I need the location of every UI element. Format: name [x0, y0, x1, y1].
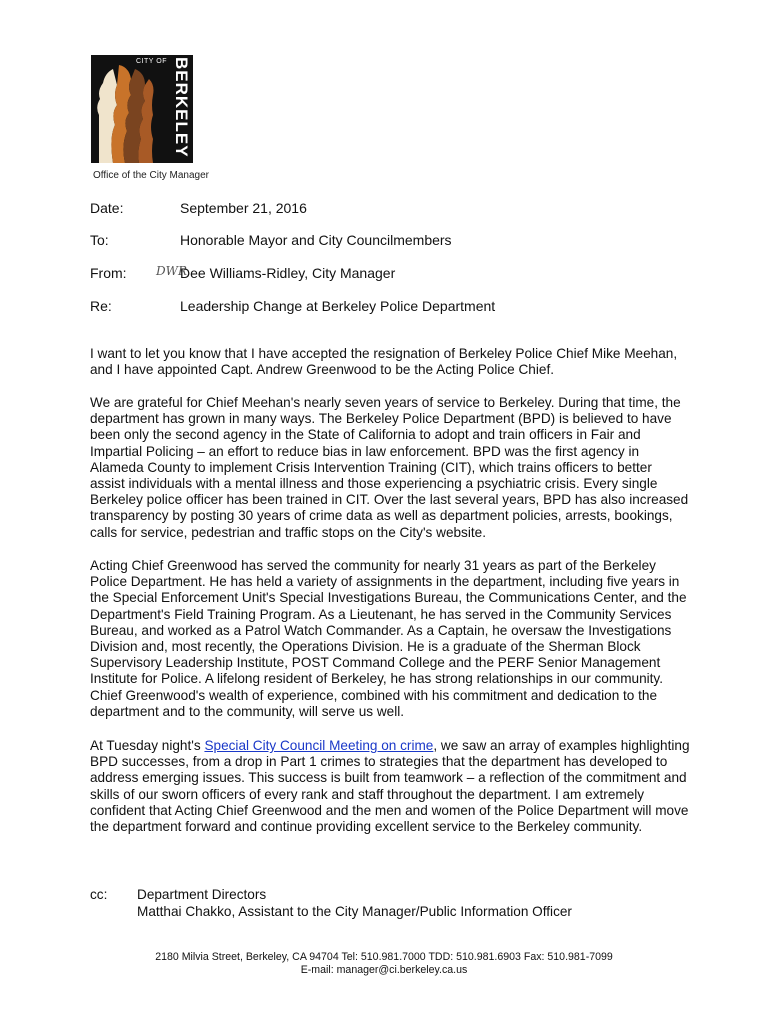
re-label: Re:	[90, 298, 112, 314]
paragraph-4-intro: At Tuesday night's	[90, 738, 205, 753]
city-of-berkeley-logo	[91, 55, 193, 163]
logo-city-of-text: CITY OF	[136, 58, 167, 65]
paragraph-4-rest: , we saw an array of examples highlighting BPD successes, from a drop in Part 1 crimes to strategies that the department has developed to address emerging issues. This success is built from teamwork – a reflection of the commitment and skills of our sworn officers of every rank and staff throughout the department. I am extremely confident that Acting Chief Greenwood and the men and women of the Police Department will move the department forward and continue providing excellent service to the Berkeley community.	[90, 738, 690, 835]
signature-initials: DWR	[156, 264, 187, 278]
cc-recipient: Department Directors	[137, 887, 267, 902]
date-label: Date:	[90, 200, 124, 216]
cc-list	[137, 887, 572, 920]
date-value: September 21, 2016	[180, 200, 307, 216]
to-value: Honorable Mayor and City Councilmembers	[180, 232, 452, 248]
cc-recipient: Matthai Chakko, Assistant to the City Manager/Public Information Officer	[137, 903, 572, 919]
to-label: To:	[90, 232, 109, 248]
footer-address: 2180 Milvia Street, Berkeley, CA 94704 Tel: 510.981.7000 TDD: 510.981.6903 Fax: 510.981-7099	[155, 951, 613, 963]
logo-berkeley-text: BERKELEY	[172, 57, 191, 158]
paragraph-4	[90, 738, 690, 835]
footer-email: E-mail: manager@ci.berkeley.ca.us	[300, 964, 468, 976]
cc-label: cc:	[90, 887, 108, 902]
council-meeting-link[interactable]: Special City Council Meeting on crime	[204, 738, 434, 753]
office-title: Office of the City Manager	[93, 170, 209, 181]
paragraph-3: Acting Chief Greenwood has served the community for nearly 31 years as part of the Berkeley Police Department. He has held a variety of assignments in the department, including five years in the Special Enforcement Unit's Special Investigations Bureau, the Communications Center, and the Department's Field Training Program. As a Lieutenant, he has served in the Community Services Bureau, and worked as a Patrol Watch Commander. As a Captain, he oversaw the Investigations Division and, most recently, the Operations Division. He is a graduate of the Sherman Block Supervisory Leadership Institute, POST Command College and the PERF Senior Management Institute for Police. A lifelong resident of Berkeley, he has strong relationships in our community. Chief Greenwood's wealth of experience, combined with his commitment and dedication to the department and to the community, will serve us well.	[90, 558, 687, 719]
paragraph-1: I want to let you know that I have accepted the resignation of Berkeley Police Chief Mike Meehan, and I have appointed Capt. Andrew Greenwood to be the Acting Police Chief.	[90, 346, 678, 378]
from-label: From:	[90, 265, 127, 281]
re-value: Leadership Change at Berkeley Police Department	[180, 298, 496, 314]
paragraph-2: We are grateful for Chief Meehan's nearly seven years of service to Berkeley. During that time, the department has grown in many ways. The Berkeley Police Department (BPD) is believed to have been only the second agency in the State of California to adopt and train officers in Fair and Impartial Policing – an effort to reduce bias in law enforcement. BPD was the first agency in Alameda County to implement Crisis Intervention Training (CIT), which trains officers to better assist individuals with a mental illness and those experiencing a psychiatric crisis. Every single Berkeley police officer has been trained in CIT. Over the last several years, BPD has also increased transparency by posting 30 years of crime data as well as department policies, arrests, bookings, calls for service, pedestrian and traffic stops on the City's website.	[90, 395, 689, 540]
from-value: Dee Williams-Ridley, City Manager	[180, 265, 396, 281]
